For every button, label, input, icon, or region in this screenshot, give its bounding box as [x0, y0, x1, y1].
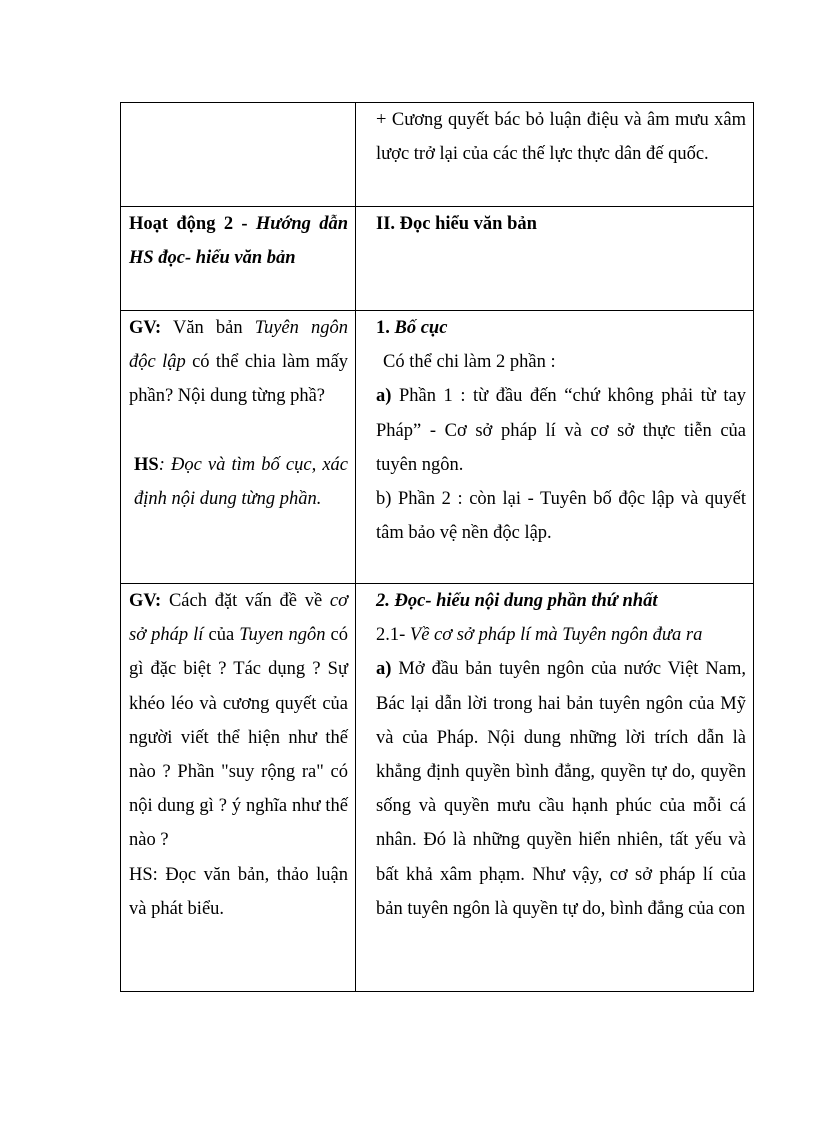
- teacher-activity-cell: [121, 584, 356, 992]
- table-row: [121, 311, 754, 584]
- bullet-text: + Cương quyết bác bỏ luận điệu và âm mưu xâm lược trở lại của các thế lực thực dân đế quốc.: [376, 110, 746, 165]
- content-cell: [356, 584, 754, 992]
- subsection-title: 1. Bố cục: [376, 318, 448, 338]
- gv-question: GV: Cách đặt vấn đề về cơ sở pháp lí của Tuyen ngôn có gì đặc biệt ? Tác dụng ? Sự khéo léo và cương quyết của người viết thể hiện như thế nào ? Phần "suy rộng ra" có nội dung gì ? ý nghĩa như thế nào ?: [129, 591, 348, 851]
- activity-label: Hoạt động 2 -: [129, 214, 256, 234]
- content-cell: [356, 103, 754, 207]
- gv-question: GV: Văn bản Tuyên ngôn độc lập có thể chia làm mấy phần? Nội dung từng phầ?: [129, 318, 348, 407]
- paragraph-a: a) Mở đầu bản tuyên ngôn của nước Việt Nam, Bác lại dẫn lời trong hai bản tuyên ngôn của Mỹ và của Pháp. Nội dung những lời trích dẫn là khẳng định quyền bình đẳng, quyền tự do, quyền sống và quyền mưu cầu hạnh phúc của mỗi cá nhân. Đó là những quyền hiển nhiên, tất yếu và bất khả xâm phạm. Như vậy, cơ sở pháp lí của bản tuyên ngôn là quyền tự do, bình đẳng của con: [376, 659, 746, 919]
- table-row: [121, 207, 754, 311]
- content-cell: [356, 311, 754, 584]
- intro-text: Có thể chi làm 2 phần :: [383, 352, 556, 373]
- section-heading: II. Đọc hiểu văn bản: [376, 214, 537, 234]
- table-row: [121, 103, 754, 207]
- sub-subsection-title: 2.1- Về cơ sở pháp lí mà Tuyên ngôn đưa ra: [376, 625, 703, 646]
- part-a: a) Phần 1 : từ đầu đến “chứ không phải từ tay Pháp” - Cơ sở pháp lí và cơ sở thực tiễn của tuyên ngôn.: [376, 386, 746, 475]
- hs-task: HS: Đọc và tìm bố cục, xác định nội dung từng phần.: [134, 454, 348, 509]
- section-heading-cell: [356, 207, 754, 311]
- table-row: [121, 584, 754, 992]
- hs-task: HS: Đọc văn bản, thảo luận và phát biểu.: [129, 864, 348, 919]
- teacher-activity-cell: [121, 311, 356, 584]
- activity-heading-cell: [121, 207, 356, 311]
- part-b: b) Phần 2 : còn lại - Tuyên bố độc lập và quyết tâm bảo vệ nền độc lập.: [376, 489, 746, 544]
- subsection-title: 2. Đọc- hiểu nội dung phần thứ nhất: [376, 591, 658, 611]
- activity-title: Hướng dẫn HS đọc- hiểu văn bản: [129, 214, 348, 269]
- teacher-activity-cell: [121, 103, 356, 207]
- lesson-table: [120, 102, 754, 992]
